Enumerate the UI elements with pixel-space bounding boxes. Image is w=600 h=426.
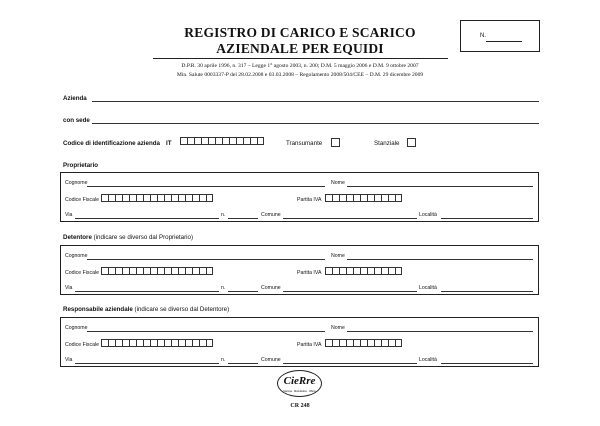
cognome-label: Cognome [65, 253, 88, 259]
localita-field[interactable] [441, 218, 533, 219]
form-title-line2: AZIENDALE PER EQUIDI [216, 41, 384, 56]
partita-iva-label: Partita IVA [297, 197, 322, 203]
codice-fiscale-label: Codice Fiscale [65, 197, 100, 203]
nome-label: Nome [331, 180, 345, 186]
comune-field[interactable] [283, 363, 417, 364]
transumante-checkbox[interactable] [331, 138, 340, 147]
detentore-box [60, 245, 539, 295]
comune-field[interactable] [283, 218, 417, 219]
nome-field[interactable] [347, 186, 533, 187]
partita-iva-cells[interactable] [325, 267, 402, 275]
register-number-field[interactable] [486, 41, 522, 42]
localita-field[interactable] [441, 291, 533, 292]
cognome-field[interactable] [87, 186, 325, 187]
numero-label: n. [221, 285, 226, 291]
via-label: Via [65, 285, 73, 291]
azienda-label: Azienda [63, 95, 87, 102]
comune-label: Comune [261, 285, 281, 291]
localita-field[interactable] [441, 363, 533, 364]
numero-field[interactable] [228, 218, 258, 219]
register-number-label: N. [480, 33, 486, 39]
stanziale-checkbox[interactable] [407, 138, 416, 147]
codice-fiscale-cells[interactable] [101, 194, 213, 202]
numero-label: n. [221, 212, 226, 218]
cognome-label: Cognome [65, 325, 88, 331]
partita-iva-cells[interactable] [325, 194, 402, 202]
register-number-box [460, 20, 540, 52]
localita-label: Località [419, 285, 437, 291]
transumante-label: Transumante [286, 140, 323, 147]
partita-iva-cells[interactable] [325, 339, 402, 347]
nome-field[interactable] [347, 331, 533, 332]
numero-field[interactable] [228, 291, 258, 292]
partita-iva-label: Partita IVA [297, 342, 322, 348]
cognome-field[interactable] [87, 331, 325, 332]
legal-reference-1: D.P.R. 30 aprile 1996, n. 317 – Legge 1° agosto 2003, n. 200; D.M. 5 maggio 2006 e D.M. 9 ottobre 2007 [181, 63, 419, 69]
proprietario-box [60, 172, 539, 222]
codice-fiscale-cells[interactable] [101, 339, 213, 347]
partita-iva-label: Partita IVA [297, 270, 322, 276]
codice-azienda-label: Codice di identificazione azienda [63, 140, 160, 147]
via-field[interactable] [75, 291, 219, 292]
section-title-detentore: Detentore (indicare se diverso dal Proprietario) [63, 234, 194, 241]
localita-label: Località [419, 212, 437, 218]
nome-label: Nome [331, 253, 345, 259]
comune-field[interactable] [283, 291, 417, 292]
section-title-proprietario: Proprietario [63, 162, 99, 169]
sede-label: con sede [63, 117, 90, 124]
legal-reference-2: Min. Salute 0003337-P del 28.02.2008 e 03.03.2008 – Regolamento 2008/504/CEE – D.M. 29 dicembre 2009 [176, 72, 424, 78]
responsabile-box [60, 317, 539, 367]
codice-fiscale-label: Codice Fiscale [65, 342, 100, 348]
via-label: Via [65, 212, 73, 218]
section-title-responsabile: Responsabile aziendale (indicare se diverso dal Detentore) [63, 306, 230, 313]
sede-field[interactable] [92, 123, 539, 124]
via-label: Via [65, 357, 73, 363]
comune-label: Comune [261, 357, 281, 363]
form-title-line1: REGISTRO DI CARICO E SCARICO [184, 25, 416, 40]
nome-label: Nome [331, 325, 345, 331]
localita-label: Località [419, 357, 437, 363]
codice-azienda-cells[interactable] [180, 137, 264, 145]
via-field[interactable] [75, 363, 219, 364]
nome-field[interactable] [347, 259, 533, 260]
codice-fiscale-cells[interactable] [101, 267, 213, 275]
numero-label: n. [221, 357, 226, 363]
cognome-field[interactable] [87, 259, 325, 260]
cognome-label: Cognome [65, 180, 88, 186]
via-field[interactable] [75, 218, 219, 219]
comune-label: Comune [261, 212, 281, 218]
numero-field[interactable] [228, 363, 258, 364]
title-underline [153, 58, 448, 59]
form-code: CR 248 [290, 403, 310, 409]
codice-prefix: IT [166, 140, 172, 147]
azienda-field[interactable] [92, 101, 539, 102]
codice-fiscale-label: Codice Fiscale [65, 270, 100, 276]
stanziale-label: Stanziale [374, 140, 400, 147]
cierre-logo: CieRre Stampa · Modulistica · Ufficio [277, 370, 322, 397]
